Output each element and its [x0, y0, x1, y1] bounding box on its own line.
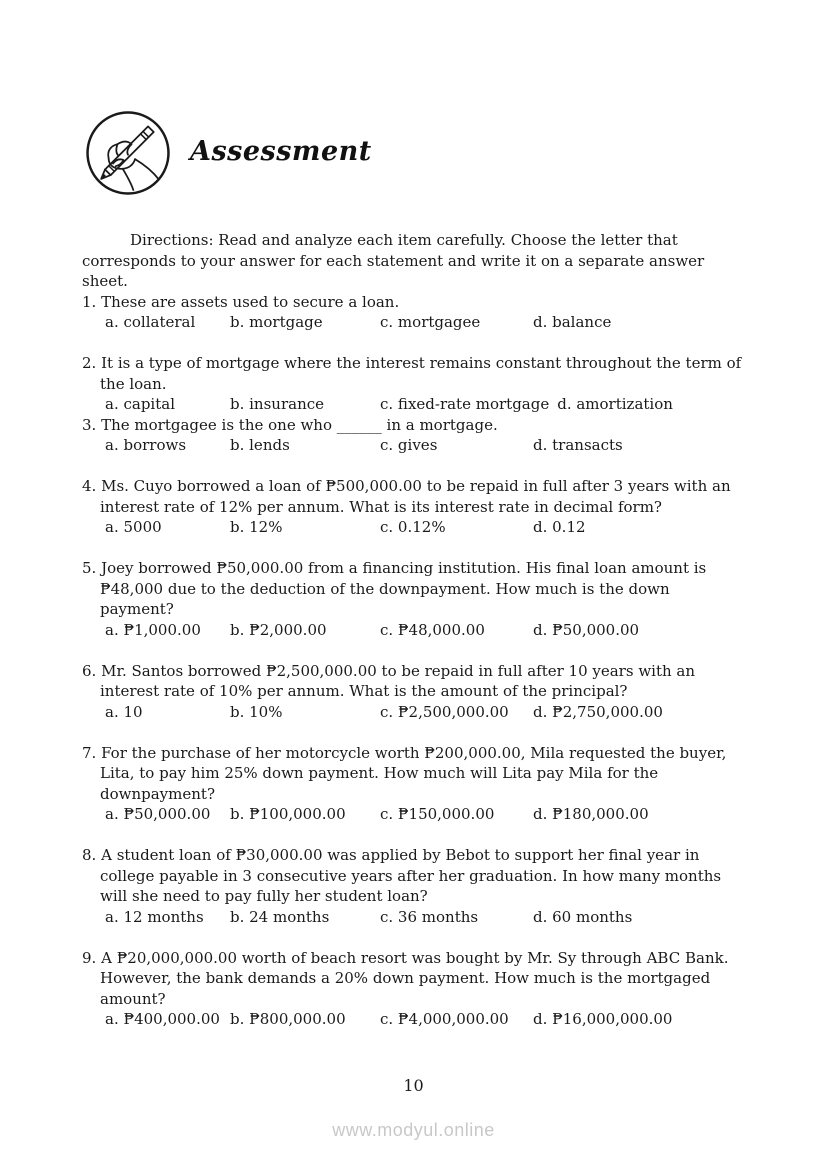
option-c: c. ₱2,500,000.00: [380, 702, 509, 721]
question-text: [82, 415, 745, 436]
question-number: 8.: [82, 846, 97, 864]
page-content: [82, 0, 745, 1030]
option-c: c. fixed-rate mortgage: [380, 395, 550, 413]
question-body: A student loan of ₱30,000.00 was applied by Bebot to support her final year in college payable in 3 consecutive years after her graduation. In how many months will she need to pay fully her student loan?: [100, 846, 722, 905]
option-b: b. 24 months: [230, 907, 330, 926]
question-body: For the purchase of her motorcycle worth ₱200,000.00, Mila requested the buyer, Lita, to pay him 25% down payment. How much will Lita pay Mila for the downpayment?: [100, 743, 727, 803]
option-c: c. ₱4,000,000.00: [380, 1010, 509, 1028]
option-c: c. gives: [380, 436, 438, 454]
option-d: d. ₱2,750,000.00: [533, 702, 663, 721]
option-a: a. capital: [105, 395, 175, 413]
options-row: [105, 907, 745, 928]
question-text: [82, 948, 745, 1010]
option-b: b. insurance: [230, 395, 325, 413]
option-a: a. 12 months: [105, 907, 204, 926]
option-a: a. ₱400,000.00: [105, 1010, 220, 1028]
option-a: a. ₱50,000.00: [105, 805, 211, 823]
option-d: d. ₱50,000.00: [533, 620, 640, 639]
question-body: Mr. Santos borrowed ₱2,500,000.00 to be repaid in full after 10 years with an interest rate of 10% per annum. What is the amount of the principal?: [100, 661, 696, 700]
question-text: [82, 292, 745, 313]
options-row: [105, 394, 745, 415]
question-number: 7.: [82, 743, 97, 762]
options-row: [105, 312, 745, 333]
question-4: [82, 476, 745, 538]
question-3: [82, 415, 745, 456]
question-5: [82, 558, 745, 640]
option-a: a. collateral: [105, 313, 196, 331]
question-text: [82, 845, 745, 907]
question-1: [82, 292, 745, 333]
option-b: b. 12%: [230, 518, 283, 536]
question-body: The mortgagee is the one who ______ in a mortgage.: [101, 415, 498, 434]
question-number: 1.: [82, 292, 97, 311]
question-8: [82, 845, 745, 927]
option-c: c. ₱48,000.00: [380, 620, 485, 639]
question-text: [82, 661, 745, 702]
question-number: 4.: [82, 477, 97, 495]
options-row: [105, 620, 745, 641]
option-d: d. ₱180,000.00: [533, 805, 649, 823]
options-row: [105, 1009, 745, 1030]
watermark-text: www.modyul.online: [332, 1120, 495, 1140]
question-number: 9.: [82, 948, 97, 967]
option-a: a. 10: [105, 702, 143, 721]
assessment-header: [82, 107, 745, 198]
question-body: Ms. Cuyo borrowed a loan of ₱500,000.00 to be repaid in full after 3 years with an interest rate of 12% per annum. What is its interest rate in decimal form?: [100, 477, 731, 516]
options-row: [105, 435, 745, 456]
question-text: [82, 558, 745, 620]
option-b: b. ₱100,000.00: [230, 805, 346, 823]
option-d: d. ₱16,000,000.00: [533, 1010, 673, 1028]
option-a: a. ₱1,000.00: [105, 620, 201, 639]
option-c: c. ₱150,000.00: [380, 805, 495, 823]
options-row: [105, 804, 745, 825]
question-body: A ₱20,000,000.00 worth of beach resort was bought by Mr. Sy through ABC Bank. However, the bank demands a 20% down payment. How much is the mortgaged amount?: [100, 948, 729, 1008]
question-7: [82, 743, 745, 825]
options-row: [105, 702, 745, 723]
option-b: b. lends: [230, 436, 290, 454]
option-b: b. ₱2,000.00: [230, 620, 327, 639]
option-d: d. transacts: [533, 436, 623, 454]
option-c: c. 36 months: [380, 907, 479, 926]
option-a: a. 5000: [105, 518, 162, 536]
question-text: [82, 476, 745, 517]
question-6: [82, 661, 745, 723]
hand-writing-pencil-icon: [84, 109, 172, 197]
option-d: d. 0.12: [533, 518, 586, 536]
question-number: 3.: [82, 415, 97, 434]
option-d: d. balance: [533, 313, 612, 331]
option-c: c. 0.12%: [380, 518, 446, 536]
question-9: [82, 948, 745, 1030]
option-d: d. 60 months: [533, 907, 633, 926]
question-number: 2.: [82, 354, 97, 372]
option-c: c. mortgagee: [380, 313, 481, 331]
question-number: 5.: [82, 559, 97, 577]
page-title: Assessment: [190, 136, 372, 168]
question-body: These are assets used to secure a loan.: [101, 292, 400, 311]
option-d: d. amortization: [557, 395, 673, 413]
question-text: [82, 743, 745, 805]
option-b: b. 10%: [230, 702, 283, 721]
question-body: Joey borrowed ₱50,000.00 from a financing institution. His final loan amount is ₱48,000 due to the deduction of the downpayment. How much is the down payment?: [100, 559, 707, 618]
option-b: b. mortgage: [230, 313, 323, 331]
question-body: It is a type of mortgage where the interest remains constant throughout the term of the loan.: [100, 354, 742, 393]
page-number: 10: [403, 1076, 424, 1095]
question-text: [82, 353, 745, 394]
question-2: [82, 353, 745, 415]
option-b: b. ₱800,000.00: [230, 1010, 346, 1028]
question-number: 6.: [82, 661, 97, 680]
directions-text: Directions: Read and analyze each item carefully. Choose the letter that corresponds to your answer for each statement and write it on a separate answer sheet.: [82, 231, 705, 290]
option-a: a. borrows: [105, 436, 187, 454]
options-row: [105, 517, 745, 538]
